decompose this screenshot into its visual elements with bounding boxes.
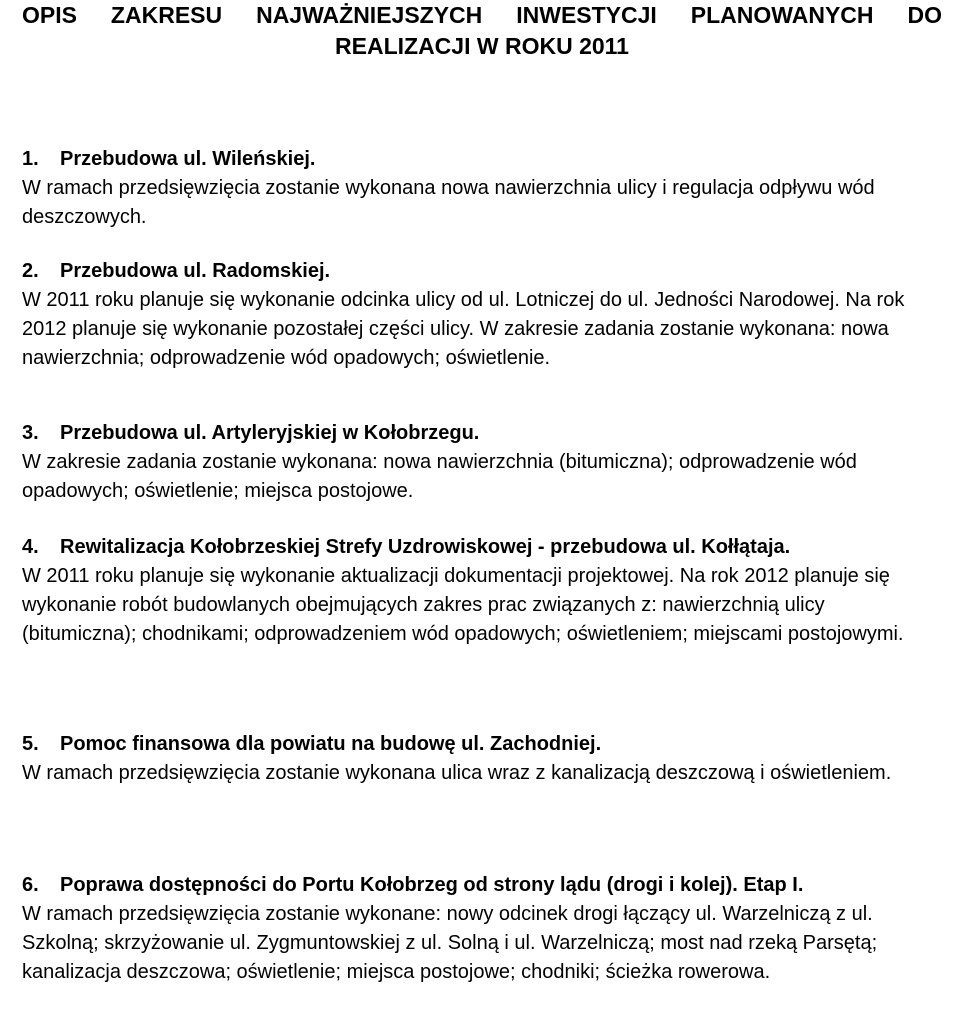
document-title [22, 0, 942, 62]
item-heading [22, 730, 942, 759]
item-number: 5. [22, 733, 39, 755]
item-number: 4. [22, 536, 39, 558]
document-page [22, 0, 942, 983]
title-line-2: REALIZACJI W ROKU 2011 [335, 33, 629, 59]
item-description: W zakresie zadania zostanie wykonana: nowa nawierzchnia (bitumiczna); odprowadzenie wód opadowych; oświetlenie; miejsca postojowe. [22, 451, 857, 502]
investment-item-1 [22, 145, 942, 232]
item-description: W ramach przedsięwzięcia zostanie wykonane: nowy odcinek drogi łączący ul. Warzelniczą z ul. Szkolną; skrzyżowanie ul. Zygmuntowskiej z ul. Solną i ul. Warzelniczą; most nad rzeką Parsętą; kanalizacja deszczowa; oświetlenie; miejsca postojowe; chodniki; ścieżka rowerowa. [22, 903, 878, 983]
item-title: Przebudowa ul. Radomskiej. [60, 260, 331, 282]
investment-item-5 [22, 730, 942, 788]
item-title: Rewitalizacja Kołobrzeskiej Strefy Uzdrowiskowej - przebudowa ul. Kołłątaja. [60, 536, 791, 558]
item-title: Przebudowa ul. Artyleryjskiej w Kołobrzegu. [60, 422, 480, 444]
investment-item-3 [22, 419, 942, 506]
item-title: Pomoc finansowa dla powiatu na budowę ul. Zachodniej. [60, 733, 602, 755]
item-number: 1. [22, 148, 39, 170]
item-heading [22, 533, 942, 562]
item-heading [22, 145, 942, 174]
item-title: Przebudowa ul. Wileńskiej. [60, 148, 316, 170]
item-heading [22, 871, 942, 900]
item-heading [22, 257, 942, 286]
item-description: W ramach przedsięwzięcia zostanie wykonana nowa nawierzchnia ulicy i regulacja odpływu wód deszczowych. [22, 177, 875, 228]
item-number: 3. [22, 422, 39, 444]
investment-item-6 [22, 871, 942, 987]
investment-item-4 [22, 533, 942, 649]
item-description: W 2011 roku planuje się wykonanie aktualizacji dokumentacji projektowej. Na rok 2012 planuje się wykonanie robót budowlanych obejmujących zakres prac związanych z: nawierzchnią ulicy (bitumiczna); chodnikami; odprowadzeniem wód opadowych; oświetleniem; miejscami postojowymi. [22, 565, 904, 645]
item-description: W ramach przedsięwzięcia zostanie wykonana ulica wraz z kanalizacją deszczową i oświetleniem. [22, 762, 892, 784]
item-description: W 2011 roku planuje się wykonanie odcinka ulicy od ul. Lotniczej do ul. Jedności Narodowej. Na rok 2012 planuje się wykonanie pozostałej części ulicy. W zakresie zadania zostanie wykonana: nowa nawierzchnia; odprowadzenie wód opadowych; oświetlenie. [22, 289, 905, 369]
investment-item-2 [22, 257, 942, 373]
item-heading [22, 419, 942, 448]
item-number: 2. [22, 260, 39, 282]
item-number: 6. [22, 874, 39, 896]
title-line-1: OPIS ZAKRESU NAJWAŻNIEJSZYCH INWESTYCJI PLANOWANYCH DO [22, 2, 942, 28]
item-title: Poprawa dostępności do Portu Kołobrzeg od strony lądu (drogi i kolej). Etap I. [60, 874, 804, 896]
